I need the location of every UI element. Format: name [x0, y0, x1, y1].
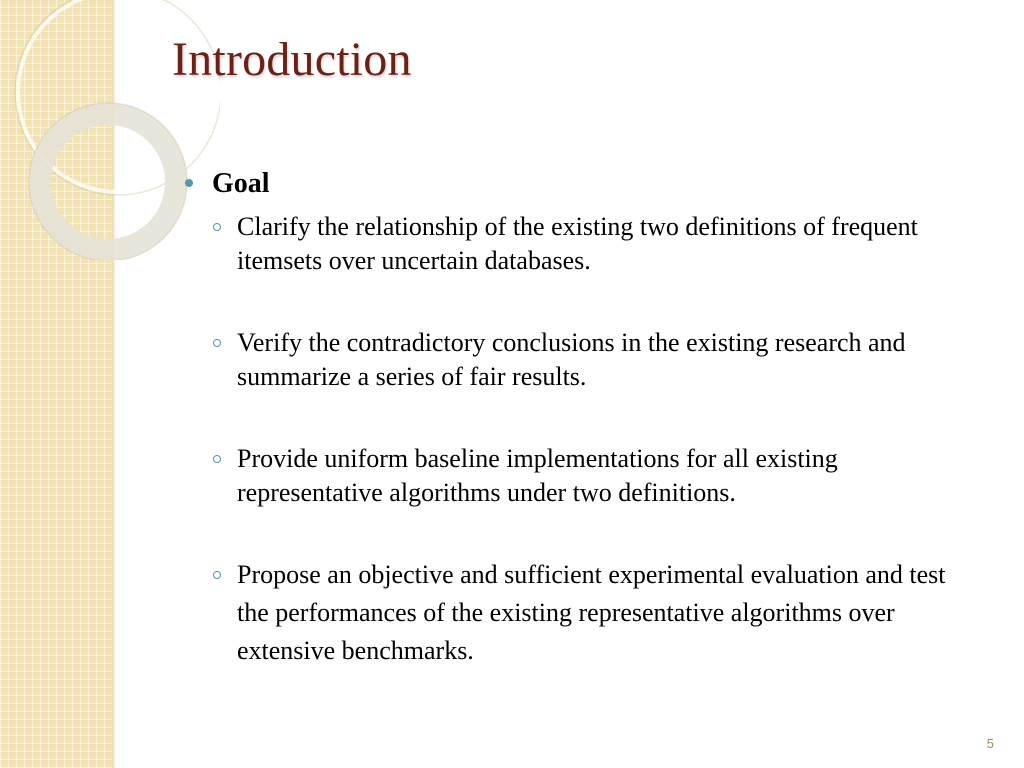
ring-bullet-icon: [213, 223, 221, 231]
ring-bullet-icon: [213, 455, 221, 463]
list-item: [213, 558, 985, 670]
list-item: [213, 442, 985, 510]
ring-bullet-icon: [213, 339, 221, 347]
list-item: [213, 326, 985, 394]
ring-bullet-icon: [213, 571, 221, 579]
list-item-text: Verify the contradictory conclusions in the existing research and summarize a series of fair results.: [237, 328, 906, 391]
list-item-text: Provide uniform baseline implementations for all existing representative algorithms under two definitions.: [237, 444, 838, 507]
bullet-dot-icon: [185, 179, 193, 187]
goal-sub-list: [185, 210, 985, 670]
slide-title: Introduction: [172, 33, 412, 86]
goal-bullet: [185, 168, 985, 200]
slide-content: [185, 168, 985, 670]
slide-number: 5: [986, 736, 994, 751]
list-item-text: Propose an objective and sufficient experimental evaluation and test the performances of the existing representative algorithms over extensive benchmarks.: [237, 560, 946, 665]
goal-label: Goal: [212, 168, 270, 199]
list-item: [213, 210, 985, 278]
list-item-text: Clarify the relationship of the existing two definitions of frequent itemsets over uncertain databases.: [237, 212, 918, 275]
